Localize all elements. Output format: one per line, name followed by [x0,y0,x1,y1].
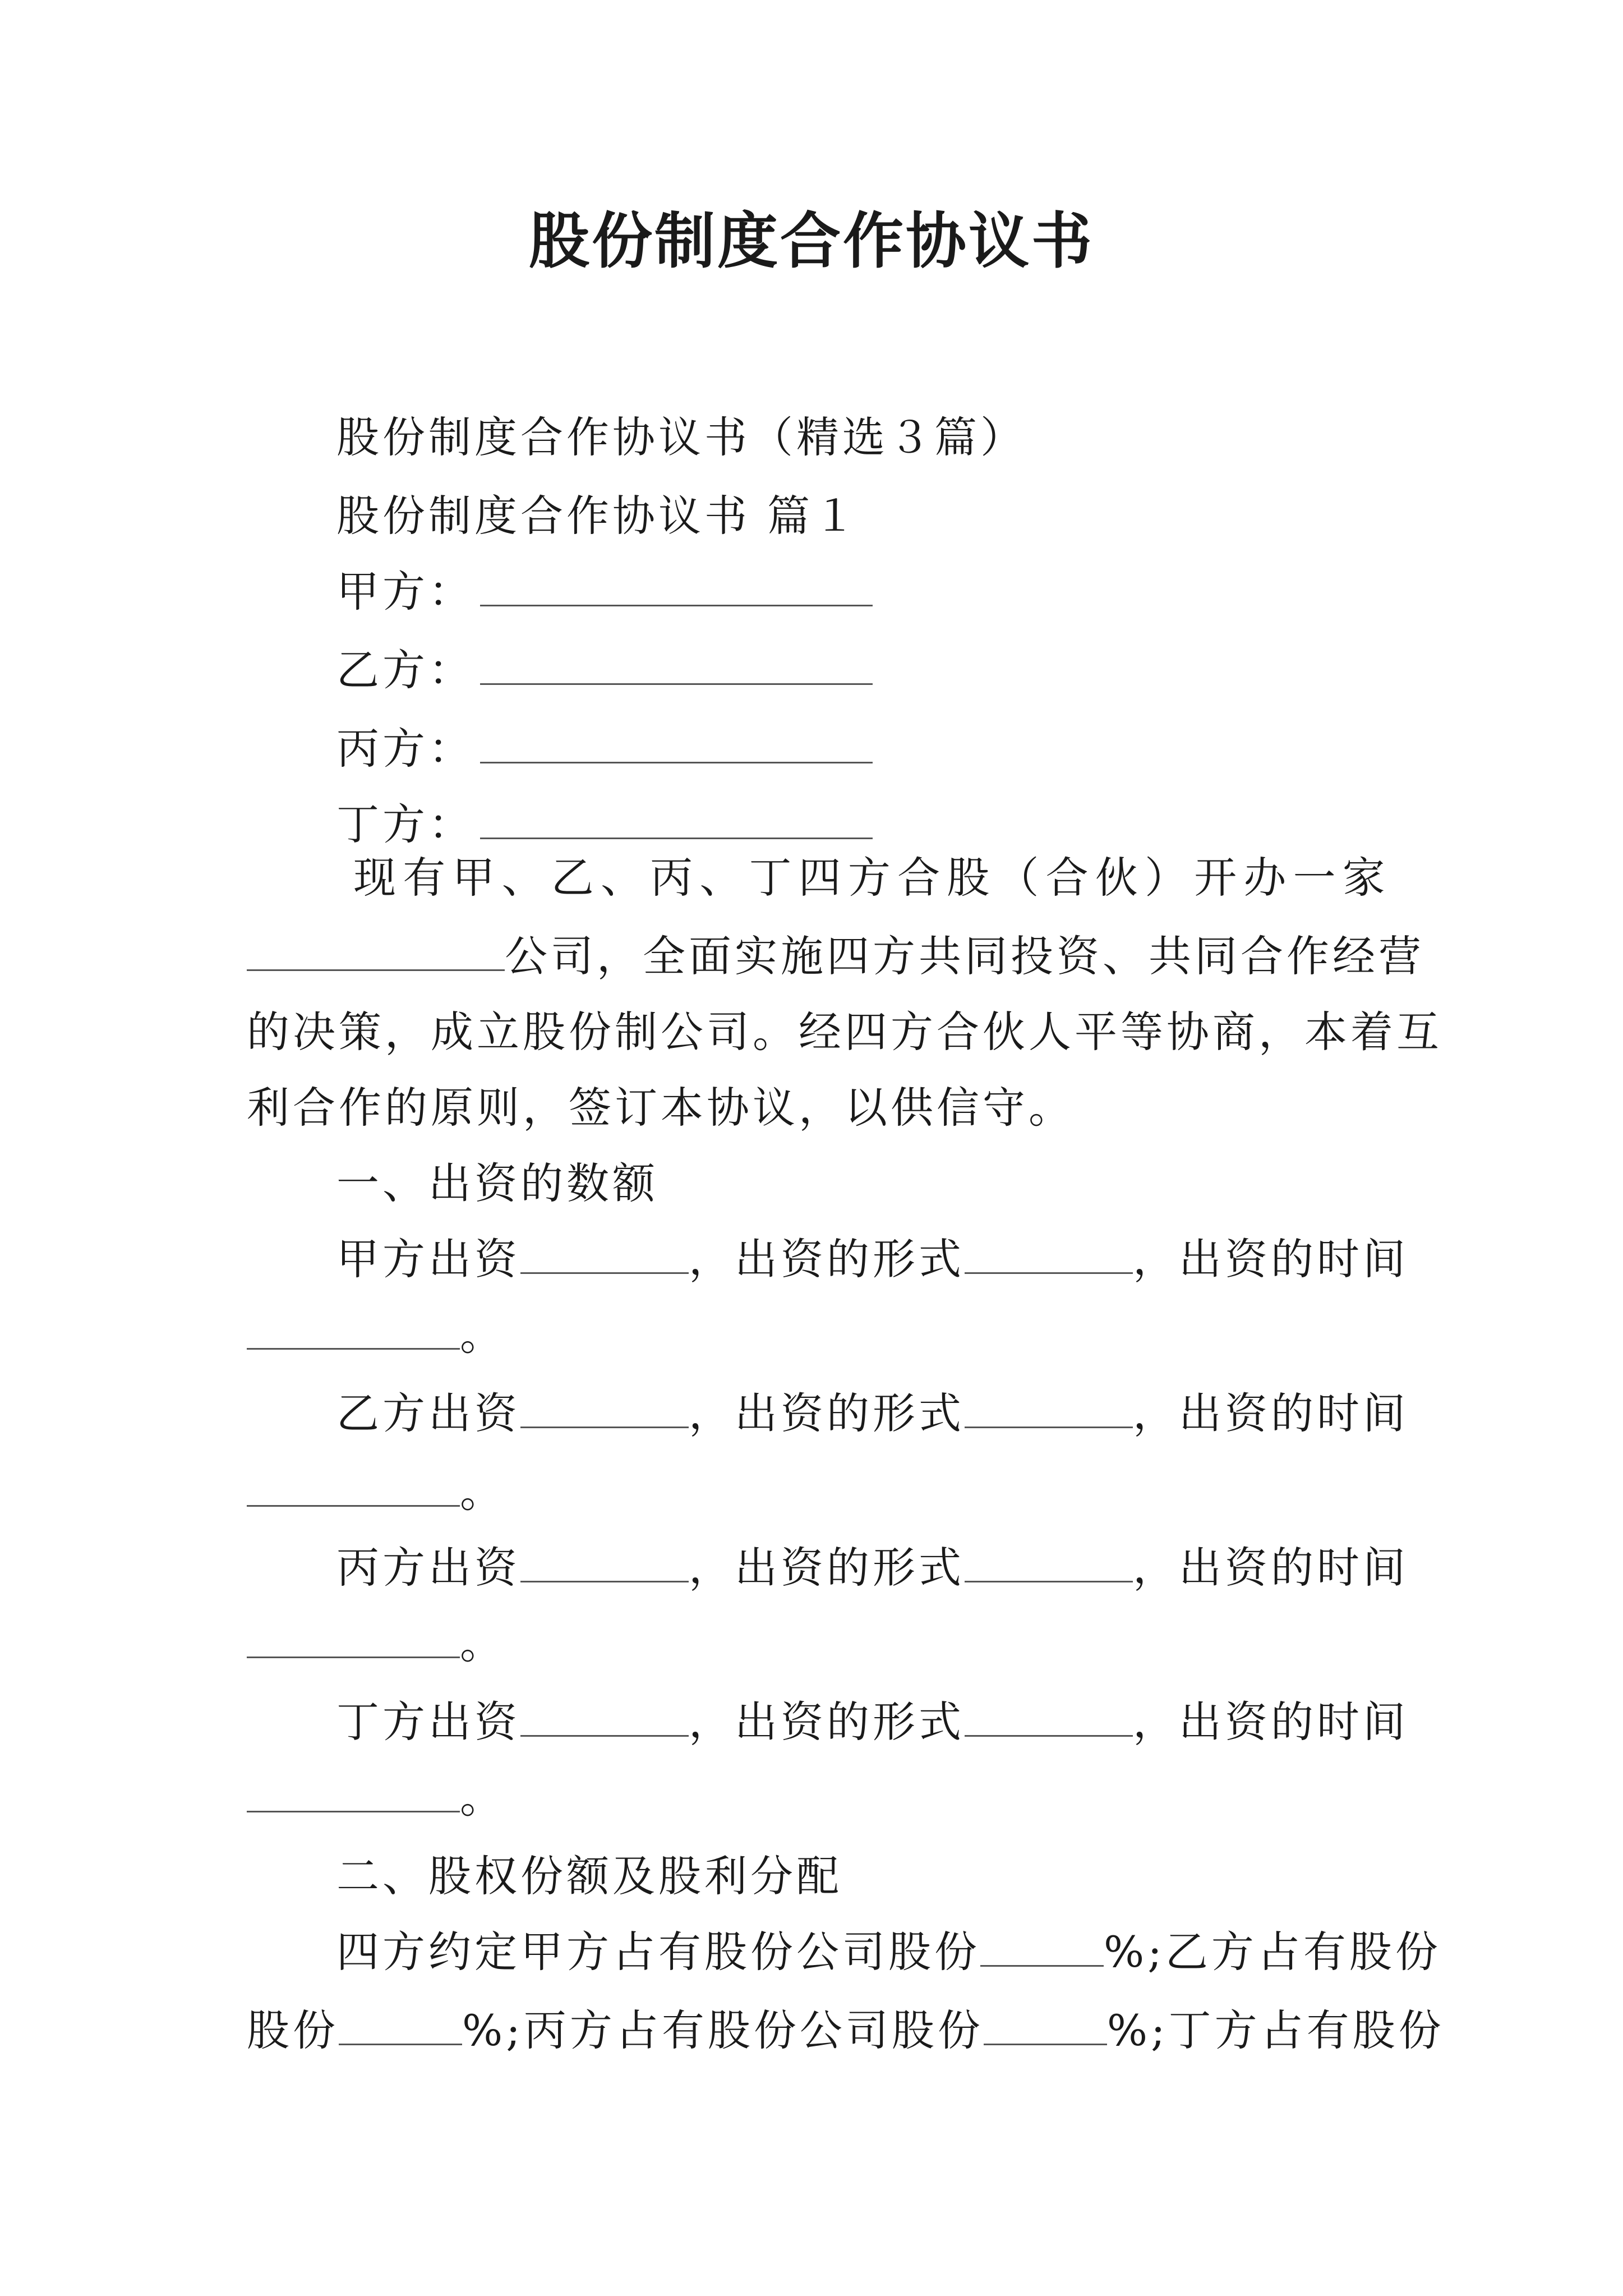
contribution-party: 乙方出资 [336,1388,520,1438]
party-blank [480,643,873,685]
intro-char: 办 [1243,853,1287,903]
intro-char: 、 [501,853,545,903]
heading-shares: 二、股权份额及股利分配 [336,1851,842,1901]
contribution-time-line [247,1464,506,1520]
form-blank [965,1232,1133,1274]
intro-line-2 [247,928,1424,984]
intro-char: 丙 [650,853,693,903]
contribution-form: ，出资的形式 [689,1543,965,1593]
document-title: 股份制度合作协议书 [528,206,1094,277]
contribution-form: ，出资的形式 [689,1234,965,1284]
intro-text: 公司，全面实施四方共同投资、共同合作经营 [505,931,1424,981]
shares-text: %;丁方占有股份 [1106,2005,1445,2055]
party-label: 丙方： [336,724,474,774]
contribution-time-line [247,1616,506,1672]
amount-blank [520,1386,689,1428]
sentence-end: 。 [460,1773,506,1823]
intro-char: 伙 [1095,853,1138,903]
amount-blank [520,1540,689,1582]
contribution-party: 丙方出资 [336,1543,520,1593]
heading-contributions: 一、出资的数额 [336,1158,658,1208]
intro-char: 甲 [452,853,495,903]
form-blank [965,1695,1133,1737]
intro-char: 合 [1045,853,1089,903]
party-line [336,721,873,777]
intro-char: 乙 [551,853,594,903]
intro-line-4: 利合作的原则，签订本协议，以供信守。 [247,1083,1075,1133]
sentence-end: 。 [460,1310,506,1360]
contribution-line [336,1694,1409,1750]
contribution-time: ，出资的时间 [1133,1234,1409,1284]
shares-text: %;丙方占有股份公司股份 [462,2005,984,2055]
contribution-party: 甲方出资 [336,1234,520,1284]
time-blank [247,1616,460,1658]
sentence-end: 。 [460,1618,506,1668]
contribution-line [336,1231,1409,1287]
party-label: 甲方： [336,567,474,616]
time-blank [247,1465,460,1507]
shares-line-2 [247,2003,1445,2059]
sentence-end: 。 [460,1467,506,1517]
company-name-blank [247,929,505,971]
contribution-time: ，出资的时间 [1133,1543,1409,1593]
party-blank [480,564,873,606]
percent-blank [984,2003,1107,2045]
percent-blank [339,2003,462,2045]
shares-text: 四方约定甲方占有股份公司股份 [336,1927,980,1977]
contribution-time: ，出资的时间 [1133,1697,1409,1747]
party-blank [480,797,873,839]
section-heading: 股份制度合作协议书 篇１ [336,491,860,541]
shares-text: %;乙方占有股份 [1104,1927,1441,1977]
intro-char: ） [1145,853,1187,903]
contribution-party: 丁方出资 [336,1697,520,1747]
shares-line-1 [336,1924,1441,1980]
intro-line-3: 的决策，成立股份制公司。经四方合伙人平等协商，本着互 [247,1007,1442,1057]
party-label: 乙方： [336,645,474,695]
intro-char: 、 [699,853,743,903]
contribution-line [336,1386,1409,1442]
party-line [336,642,873,698]
intro-char: 四 [798,853,841,903]
time-blank [247,1308,460,1350]
form-blank [965,1540,1133,1582]
document-subtitle: 股份制度合作协议书（精选３篇） [336,412,1026,462]
intro-char: 有 [403,853,446,903]
contribution-time-line [247,1307,506,1363]
intro-char: 合 [897,853,940,903]
time-blank [247,1770,460,1812]
party-blank [480,721,873,763]
intro-char: 开 [1194,853,1237,903]
intro-char: 股 [947,853,990,903]
intro-char: 方 [847,853,891,903]
amount-blank [520,1695,689,1737]
party-line [336,797,873,853]
party-label: 丁方： [336,799,474,849]
amount-blank [520,1232,689,1274]
shares-text: 股份 [247,2005,339,2055]
intro-char: （ [996,853,1039,903]
intro-line-1 [353,850,1385,906]
intro-char: 家 [1342,853,1385,903]
intro-char: 现 [353,853,396,903]
contribution-time-line [247,1770,506,1826]
contribution-line [336,1540,1409,1596]
party-line [336,564,873,620]
intro-char: 、 [600,853,643,903]
form-blank [965,1386,1133,1428]
intro-char: 丁 [749,853,792,903]
intro-char: 一 [1293,853,1336,903]
percent-blank [980,1925,1104,1967]
contribution-form: ，出资的形式 [689,1388,965,1438]
contribution-form: ，出资的形式 [689,1697,965,1747]
contribution-time: ，出资的时间 [1133,1388,1409,1438]
